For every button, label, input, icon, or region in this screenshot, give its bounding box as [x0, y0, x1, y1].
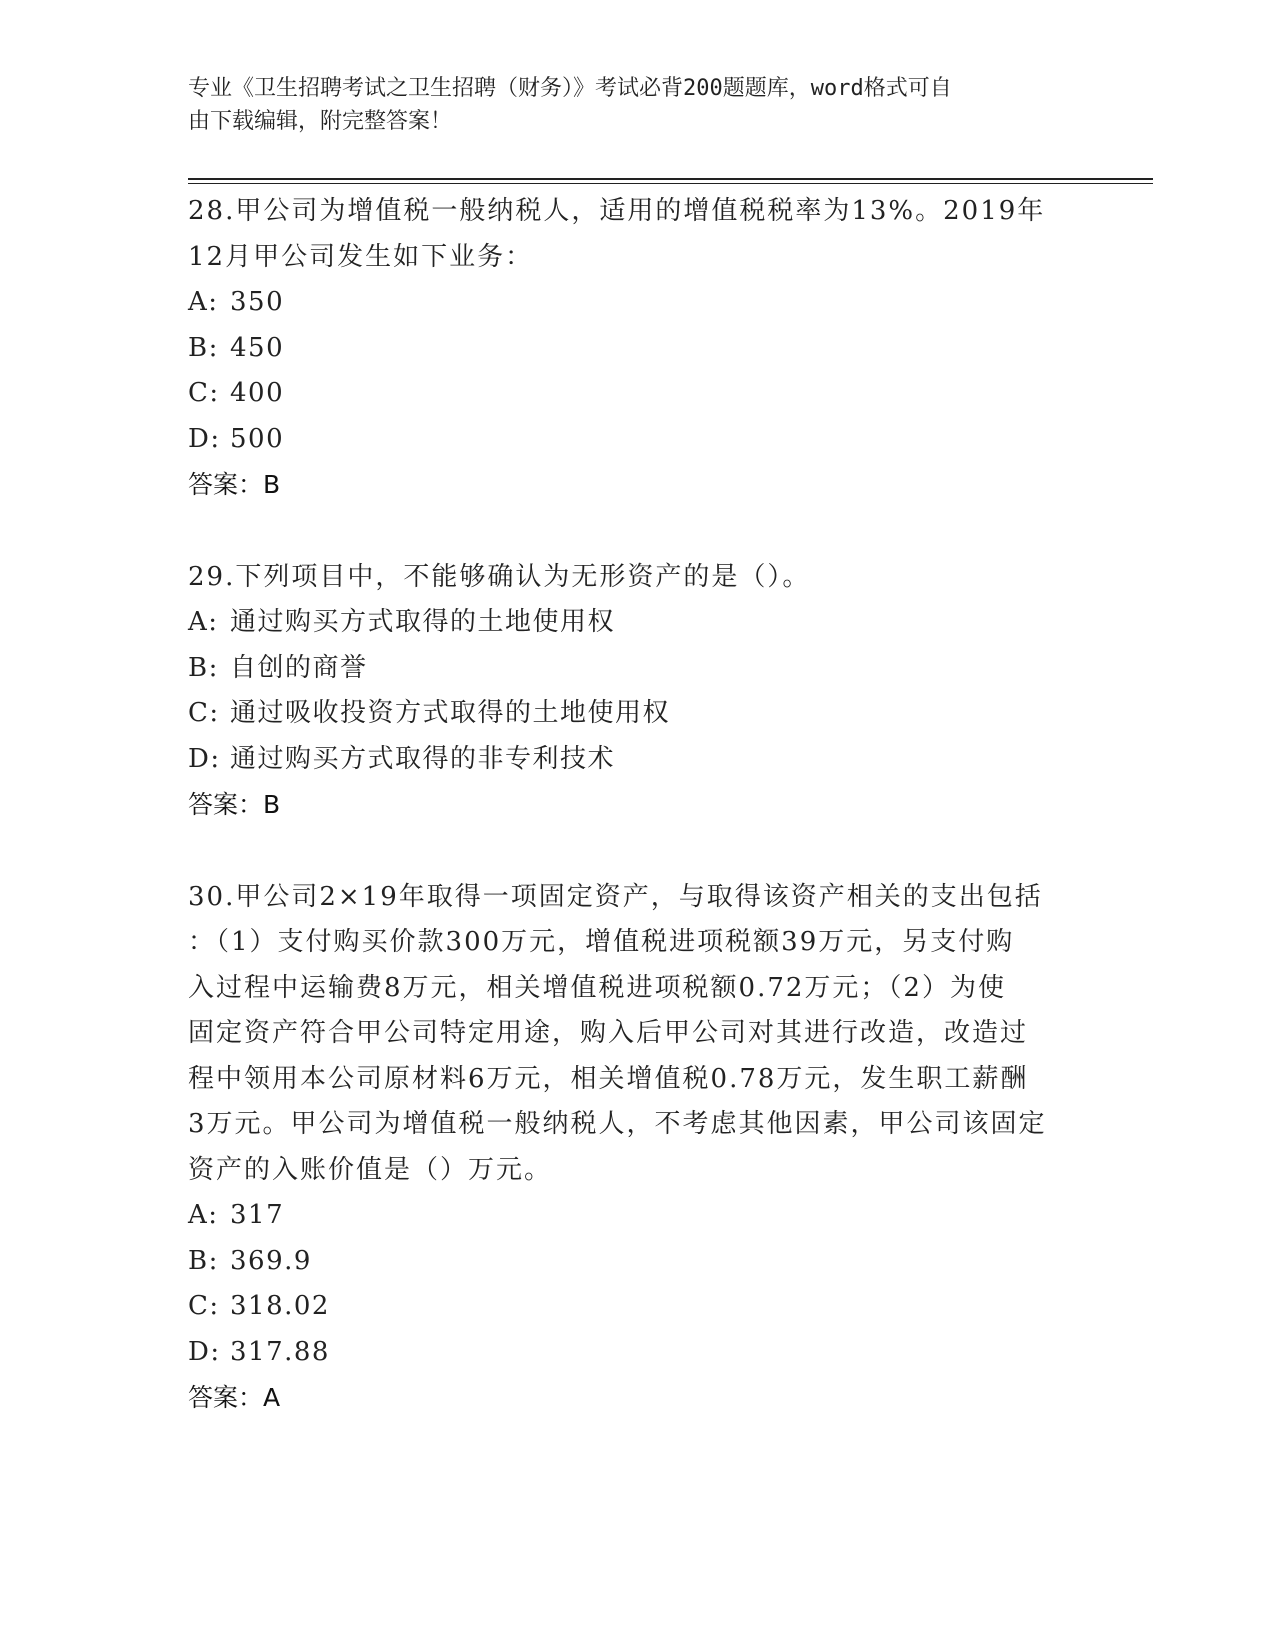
question-28: [188, 189, 1088, 508]
option-key: C:: [188, 698, 220, 728]
question-stem-line: 3万元。甲公司为增值税一般纳税人，不考虑其他因素，甲公司该固定: [188, 1109, 1047, 1139]
header-title-line-2: 由下载编辑，附完整答案！: [188, 109, 453, 134]
option-text: 通过吸收投资方式取得的土地使用权: [230, 698, 671, 728]
question-stem-line: 30.甲公司2×19年取得一项固定资产，与取得该资产相关的支出包括: [188, 881, 1043, 912]
answer-line: 答案：A: [188, 1383, 281, 1412]
question-stem-line: 固定资产符合甲公司特定用途，购入后甲公司对其进行改造，改造过: [188, 1018, 1029, 1048]
option-text: 369.9: [230, 1245, 312, 1276]
option-a: [188, 1193, 1088, 1239]
option-text: 400: [230, 378, 285, 408]
option-d: [188, 737, 1088, 783]
option-d: [188, 1330, 1088, 1376]
option-key: B:: [188, 652, 219, 683]
option-d: [188, 417, 1088, 463]
header-divider-thin: [188, 183, 1153, 184]
option-key: D:: [188, 1336, 221, 1367]
option-b: [188, 1239, 1088, 1285]
option-c: [188, 1284, 1088, 1330]
option-a: [188, 280, 1088, 326]
question-stem-line: 12月甲公司发生如下业务：: [188, 241, 534, 272]
option-text: 450: [230, 332, 285, 363]
question-stem-line: 程中领用本公司原材料6万元，相关增值税0.78万元，发生职工薪酬: [188, 1063, 1029, 1094]
option-a: [188, 600, 1088, 646]
answer-line: 答案：B: [188, 470, 281, 499]
option-key: D:: [188, 423, 221, 454]
header-title-line-1: 专业《卫生招聘考试之卫生招聘（财务）》考试必背200题题库，word格式可自: [188, 76, 952, 101]
option-text: 317: [230, 1200, 285, 1230]
question-30: [188, 875, 1088, 1421]
option-key: C:: [188, 378, 220, 408]
option-b: [188, 646, 1088, 692]
option-text: 317.88: [230, 1336, 330, 1367]
option-text: 通过购买方式取得的土地使用权: [230, 607, 616, 637]
option-key: B:: [188, 332, 219, 363]
answer-line: 答案：B: [188, 790, 281, 819]
question-29: [188, 555, 1088, 828]
question-stem-line: 资产的入账价值是（）万元。: [188, 1154, 553, 1185]
document-header: [188, 72, 1068, 138]
option-text: 318.02: [230, 1291, 330, 1321]
question-stem-line: ：（1）支付购买价款300万元，增值税进项税额39万元，另支付购: [188, 927, 1015, 957]
option-key: A:: [188, 1200, 219, 1230]
question-stem-line: 入过程中运输费8万元，相关增值税进项税额0.72万元；（2）为使: [188, 972, 1006, 1003]
option-text: 自创的商誉: [230, 652, 368, 683]
option-key: A:: [188, 287, 219, 317]
option-c: [188, 691, 1088, 737]
option-key: C:: [188, 1291, 220, 1321]
question-stem-line: 28.甲公司为增值税一般纳税人，适用的增值税税率为13%。2019年: [188, 196, 1046, 226]
option-text: 500: [230, 423, 285, 454]
option-text: 350: [230, 287, 285, 317]
option-c: [188, 371, 1088, 417]
option-key: B:: [188, 1245, 219, 1276]
option-b: [188, 326, 1088, 372]
option-key: A:: [188, 607, 219, 637]
option-text: 通过购买方式取得的非专利技术: [230, 743, 616, 774]
option-key: D:: [188, 743, 221, 774]
question-list: [188, 189, 1088, 1421]
header-divider-thick: [188, 178, 1153, 180]
question-stem-line: 29.下列项目中，不能够确认为无形资产的是（）。: [188, 561, 811, 592]
